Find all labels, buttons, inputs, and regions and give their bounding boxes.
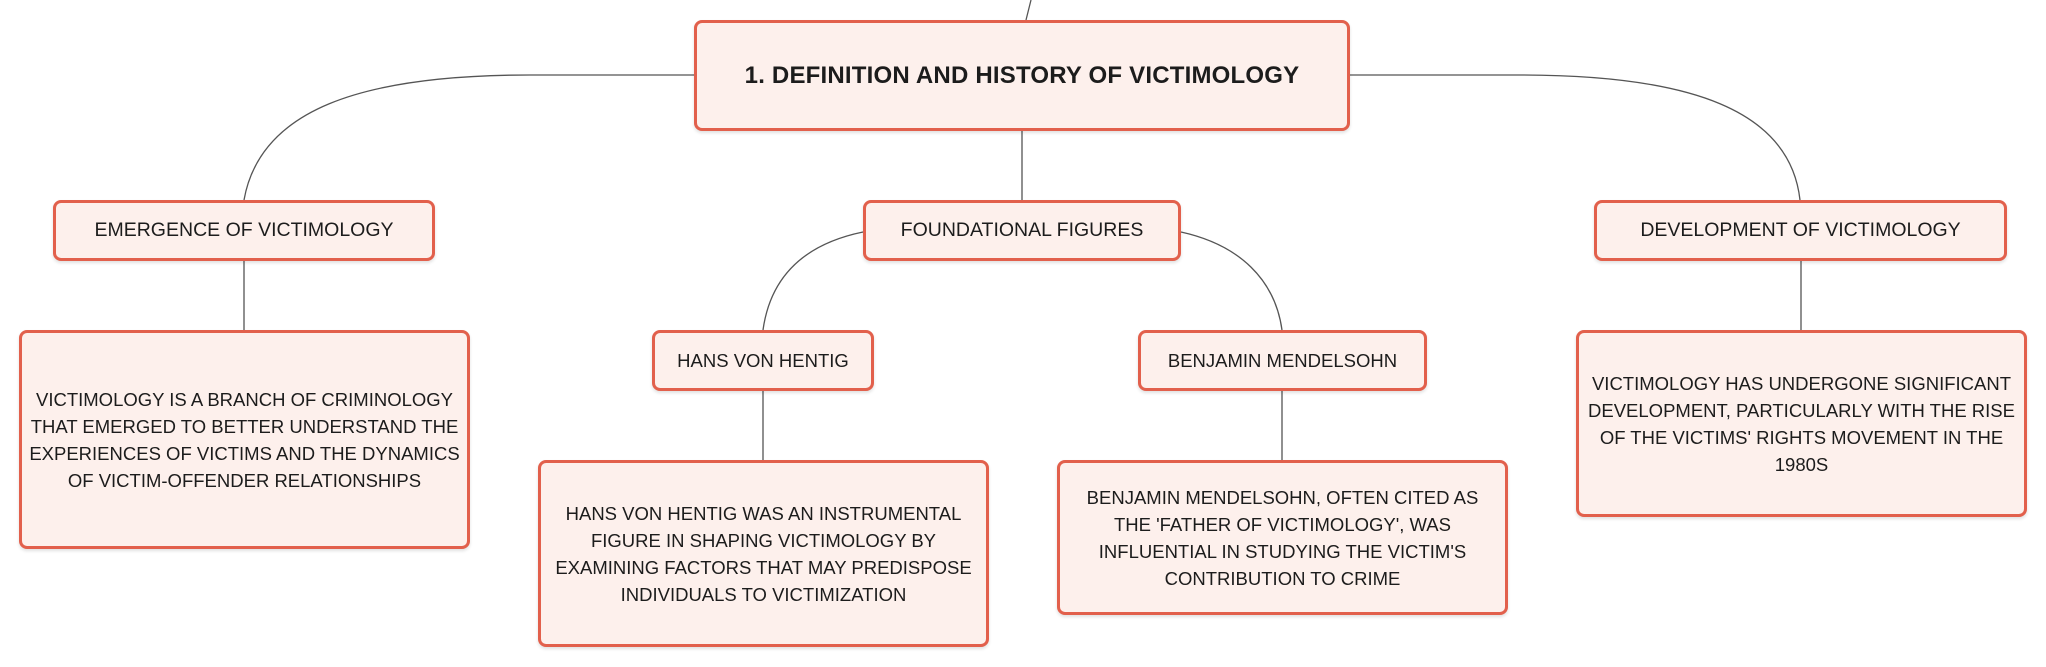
topic-node-label: DEVELOPMENT OF VICTIMOLOGY: [1640, 219, 1961, 241]
detail-node-text: VICTIMOLOGY HAS UNDERGONE SIGNIFICANT DEVELOPMENT, PARTICULARLY WITH THE RISE OF THE VICTIMS' RIGHTS MOVEMENT IN THE 1980S: [1588, 372, 2015, 475]
detail-node-text: HANS VON HENTIG WAS AN INSTRUMENTAL FIGURE IN SHAPING VICTIMOLOGY BY EXAMINING FACTORS THAT MAY PREDISPOSE INDIVIDUALS TO VICTIMIZATION: [555, 502, 972, 605]
detail-node-benjamin-mendelsohn[interactable]: [1057, 460, 1508, 615]
detail-node-emergence[interactable]: [19, 330, 470, 549]
connector-parent-to-root: [1026, 0, 1031, 20]
detail-node-text: VICTIMOLOGY IS A BRANCH OF CRIMINOLOGY THAT EMERGED TO BETTER UNDERSTAND THE EXPERIENCES OF VICTIMS AND THE DYNAMICS OF VICTIM-OFFENDER RELATIONSHIPS: [29, 388, 460, 491]
topic-node-emergence[interactable]: [53, 200, 435, 261]
subtopic-node-hans-von-hentig[interactable]: [652, 330, 874, 391]
topic-node-development[interactable]: [1594, 200, 2007, 261]
detail-node-hans-von-hentig[interactable]: [538, 460, 989, 647]
topic-node-foundational-figures[interactable]: [863, 200, 1181, 261]
subtopic-node-benjamin-mendelsohn[interactable]: [1138, 330, 1427, 391]
connector-root-to-emergence: [244, 75, 694, 200]
connector-root-to-development: [1350, 75, 1800, 200]
subtopic-node-label: BENJAMIN MENDELSOHN: [1167, 349, 1398, 371]
topic-node-label: EMERGENCE OF VICTIMOLOGY: [94, 219, 394, 241]
connector-foundational-to-hentig: [763, 232, 863, 330]
detail-node-development[interactable]: [1576, 330, 2027, 517]
detail-node-text: BENJAMIN MENDELSOHN, OFTEN CITED AS THE 'FATHER OF VICTIMOLOGY', WAS INFLUENTIAL IN STUDYING THE VICTIM'S CONTRIBUTION TO CRIME: [1086, 486, 1479, 589]
subtopic-node-label: HANS VON HENTIG: [677, 349, 849, 371]
root-node[interactable]: [694, 20, 1350, 131]
root-node-label: 1. DEFINITION AND HISTORY OF VICTIMOLOGY: [744, 61, 1300, 89]
topic-node-label: FOUNDATIONAL FIGURES: [900, 219, 1144, 241]
connector-foundational-to-mendelsohn: [1181, 232, 1282, 330]
